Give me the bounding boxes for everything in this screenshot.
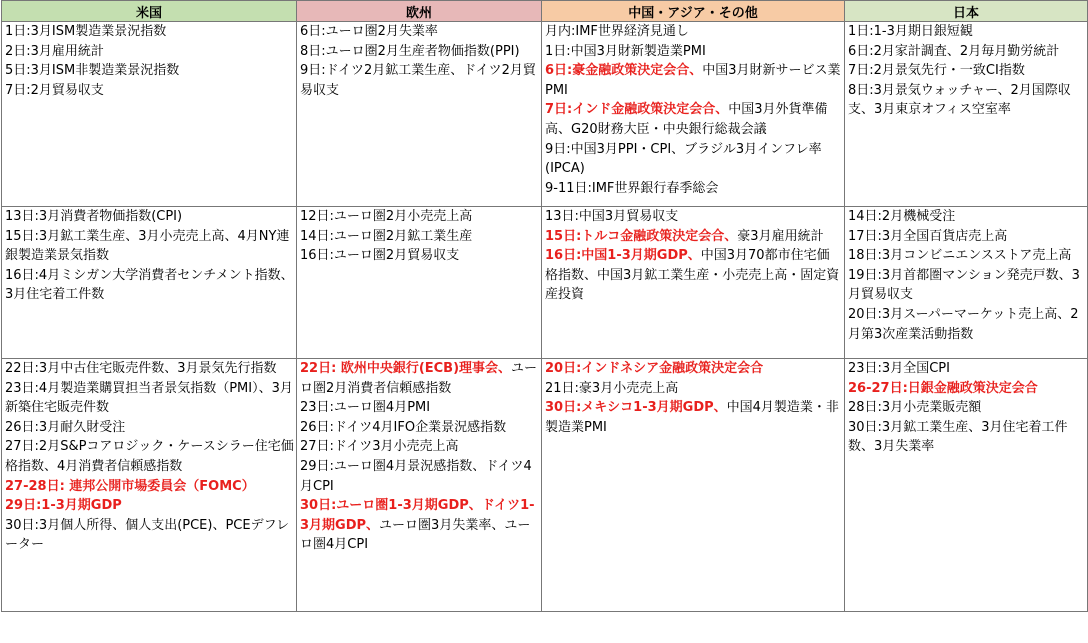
event-line xyxy=(545,140,842,179)
event-line xyxy=(545,398,842,437)
event-text: 18日:3月コンビニエンスストア売上高 xyxy=(848,248,1072,264)
event-text: 1日:中国3月財新製造業PMI xyxy=(545,43,706,59)
event-text: 中国3月外貨準備高、G20財務大臣・中央銀行総裁会議 xyxy=(545,102,828,137)
event-line xyxy=(5,81,294,101)
highlighted-event: 16日:中国1-3月期GDP、 xyxy=(545,248,701,264)
highlighted-event: 22日: 欧州中央銀行(ECB)理事会、 xyxy=(300,361,512,376)
event-text: 29日:ユーロ圏4月景況感指数、ドイツ4月CPI xyxy=(300,458,532,494)
event-text: 1日:3月ISM製造業景況指数 xyxy=(5,24,167,39)
cell-japan-week1 xyxy=(845,22,1088,207)
cell-us-week2 xyxy=(2,207,297,359)
event-line xyxy=(848,379,1085,399)
event-line xyxy=(5,22,294,42)
event-text: 13日:中国3月貿易収支 xyxy=(545,209,679,224)
event-line xyxy=(545,179,842,199)
event-text: 30日:3月鉱工業生産、3月住宅着工件数、3月失業率 xyxy=(848,419,1068,455)
event-line xyxy=(545,22,842,42)
event-text: 8日:ユーロ圏2月生産者物価指数(PPI) xyxy=(300,43,520,59)
table-row xyxy=(2,207,1088,359)
event-line xyxy=(300,359,539,398)
event-line xyxy=(848,398,1085,418)
event-line xyxy=(5,496,294,516)
table-row xyxy=(2,22,1088,207)
event-text: 20日:3月スーパーマーケット売上高、2月第3次産業活動指数 xyxy=(848,306,1079,342)
event-line xyxy=(5,359,294,379)
cell-asia-week1 xyxy=(542,22,845,207)
cell-europe-week3 xyxy=(297,359,542,612)
event-line xyxy=(5,379,294,418)
event-line xyxy=(848,207,1085,227)
event-line xyxy=(5,42,294,62)
event-text: 26日:3月耐久財受注 xyxy=(5,419,126,435)
event-text: 中国3月70都市住宅価格指数、中国3月鉱工業生産・小売売上高・固定資産投資 xyxy=(545,248,840,303)
event-line xyxy=(5,477,294,497)
cell-asia-week2 xyxy=(542,207,845,359)
event-text: 9-11日:IMF世界銀行春季総会 xyxy=(545,180,719,196)
event-text: 8日:3月景気ウォッチャー、2月国際収支、3月東京オフィス空室率 xyxy=(848,82,1071,118)
event-text: 14日:2月機械受注 xyxy=(848,209,956,224)
highlighted-event: 29日:1-3月期GDP xyxy=(5,498,122,514)
event-text: 21日:豪3月小売売上高 xyxy=(545,380,679,396)
highlighted-event: 20日:インドネシア金融政策決定会合 xyxy=(545,361,764,376)
event-text: 7日:2月貿易収支 xyxy=(5,82,104,98)
event-text: 23日:3月全国CPI xyxy=(848,361,950,376)
event-line xyxy=(300,227,539,247)
event-line xyxy=(300,437,539,457)
header-china-asia-other: 中国・アジア・その他 xyxy=(542,1,845,22)
event-text: 16日:4月ミシガン大学消費者センチメント指数、3月住宅着工件数 xyxy=(5,267,294,303)
cell-us-week1 xyxy=(2,22,297,207)
highlighted-event: 30日:メキシコ1-3月期GDP、 xyxy=(545,400,727,416)
cell-japan-week3 xyxy=(845,359,1088,612)
event-text: 5日:3月ISM非製造業景況指数 xyxy=(5,63,180,79)
event-line xyxy=(300,398,539,418)
event-text: 15日:3月鉱工業生産、3月小売売上高、4月NY連銀製造業景気指数 xyxy=(5,228,290,264)
header-us: 米国 xyxy=(2,1,297,22)
event-line xyxy=(5,266,294,305)
event-line xyxy=(848,359,1085,379)
highlighted-event: 30日:ユーロ圏1-3月期GDP、ドイツ1-3月期GDP、 xyxy=(300,498,535,533)
event-text: 22日:3月中古住宅販売件数、3月景気先行指数 xyxy=(5,361,277,376)
event-line xyxy=(545,207,842,227)
event-text: 月内:IMF世界経済見通し xyxy=(545,24,689,39)
event-text: 13日:3月消費者物価指数(CPI) xyxy=(5,209,183,224)
event-line xyxy=(5,227,294,266)
cell-us-week3 xyxy=(2,359,297,612)
event-text: 9日:ドイツ2月鉱工業生産、ドイツ2月貿易収支 xyxy=(300,63,536,98)
event-line xyxy=(300,61,539,100)
event-line xyxy=(848,266,1085,305)
event-line xyxy=(848,418,1085,457)
event-text: 27日:ドイツ3月小売売上高 xyxy=(300,439,459,455)
event-line xyxy=(545,246,842,305)
event-line xyxy=(5,61,294,81)
header-row xyxy=(2,1,1088,22)
header-japan: 日本 xyxy=(845,1,1088,22)
event-text: 14日:ユーロ圏2月鉱工業生産 xyxy=(300,228,473,244)
event-text: 豪3月雇用統計 xyxy=(737,228,824,244)
event-line xyxy=(5,516,294,555)
event-line xyxy=(848,61,1085,81)
event-text: 12日:ユーロ圏2月小売売上高 xyxy=(300,209,473,224)
highlighted-event: 26-27日:日銀金融政策決定会合 xyxy=(848,380,1038,396)
event-line xyxy=(300,418,539,438)
table-row xyxy=(2,359,1088,612)
highlighted-event: 6日:豪金融政策決定会合、 xyxy=(545,63,703,79)
highlighted-event: 15日:トルコ金融政策決定会合、 xyxy=(545,228,738,244)
cell-europe-week2 xyxy=(297,207,542,359)
event-text: 9日:中国3月PPI・CPI、ブラジル3月インフレ率(IPCA) xyxy=(545,141,822,177)
event-line xyxy=(300,22,539,42)
event-line xyxy=(848,81,1085,120)
event-line xyxy=(848,246,1085,266)
event-text: 2日:3月雇用統計 xyxy=(5,43,104,59)
event-text: 中国3月財新サービス業PMI xyxy=(545,63,841,98)
economic-calendar-table xyxy=(1,0,1088,612)
event-text: 6日:2月家計調査、2月毎月勤労統計 xyxy=(848,43,1060,59)
event-text: 19日:3月首都圏マンション発売戸数、3月貿易収支 xyxy=(848,267,1080,303)
event-line xyxy=(5,418,294,438)
highlighted-event: 7日:インド金融政策決定会合、 xyxy=(545,102,729,118)
event-line xyxy=(5,437,294,476)
event-text: 1日:1-3月期日銀短観 xyxy=(848,24,973,39)
event-line xyxy=(545,359,842,379)
event-line xyxy=(545,100,842,139)
event-line xyxy=(848,22,1085,42)
event-line xyxy=(545,227,842,247)
event-line xyxy=(300,457,539,496)
event-line xyxy=(848,227,1085,247)
cell-asia-week3 xyxy=(542,359,845,612)
cell-europe-week1 xyxy=(297,22,542,207)
event-text: ユーロ圏3月失業率、ユーロ圏4月CPI xyxy=(300,517,531,553)
event-text: ユーロ圏2月消費者信頼感指数 xyxy=(300,361,538,396)
event-text: 27日:2月S&Pコアロジック・ケースシラー住宅価格指数、4月消費者信頼感指数 xyxy=(5,439,294,474)
event-line xyxy=(545,42,842,62)
event-text: 16日:ユーロ圏2月貿易収支 xyxy=(300,248,460,264)
event-text: 7日:2月景気先行・一致CI指数 xyxy=(848,63,1025,79)
event-line xyxy=(848,42,1085,62)
event-text: 23日:4月製造業購買担当者景気指数（PMI）、3月新築住宅販売件数 xyxy=(5,380,293,416)
event-text: 6日:ユーロ圏2月失業率 xyxy=(300,24,438,39)
event-line xyxy=(545,379,842,399)
event-line xyxy=(545,61,842,100)
event-line xyxy=(5,207,294,227)
event-line xyxy=(300,246,539,266)
event-text: 23日:ユーロ圏4月PMI xyxy=(300,400,431,416)
event-text: 30日:3月個人所得、個人支出(PCE)、PCEデフレーター xyxy=(5,517,290,553)
event-text: 26日:ドイツ4月IFO企業景況感指数 xyxy=(300,419,507,435)
event-text: 28日:3月小売業販売額 xyxy=(848,400,982,416)
header-europe: 欧州 xyxy=(297,1,542,22)
event-line xyxy=(848,305,1085,344)
event-text: 17日:3月全国百貨店売上高 xyxy=(848,228,1008,244)
cell-japan-week2 xyxy=(845,207,1088,359)
event-line xyxy=(300,207,539,227)
event-text: 中国4月製造業・非製造業PMI xyxy=(545,400,839,435)
event-line xyxy=(300,42,539,62)
event-line xyxy=(300,496,539,555)
highlighted-event: 27-28日: 連邦公開市場委員会（FOMC） xyxy=(5,478,255,494)
